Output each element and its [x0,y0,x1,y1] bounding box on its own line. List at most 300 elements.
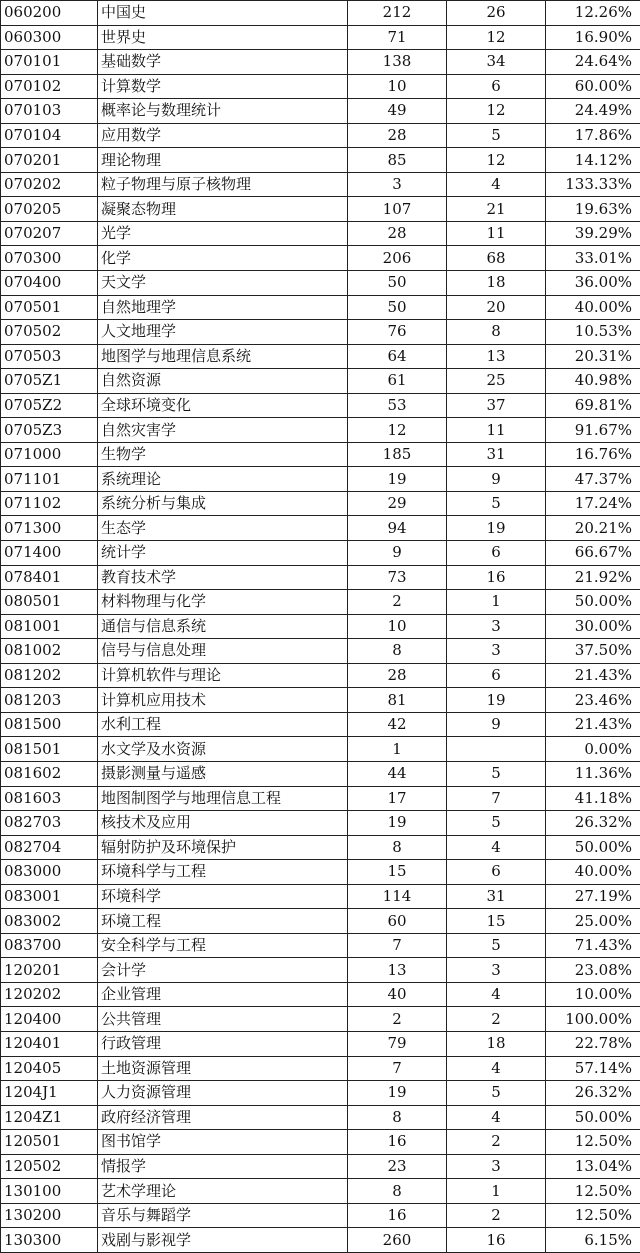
ratio-cell: 12.50% [546,1130,640,1155]
table-row [1,909,640,934]
major-name-cell: 凝聚态物理 [98,197,348,222]
admitted-cell: 4 [447,982,546,1007]
applicants-cell: 13 [348,958,447,983]
admitted-cell: 5 [447,761,546,786]
applicants-cell: 12 [348,418,447,443]
ratio-cell: 6.15% [546,1228,640,1253]
applicants-cell: 8 [348,639,447,664]
major-code-cell: 060200 [1,1,98,26]
table-row [1,761,640,786]
major-name-cell: 概率论与数理统计 [98,99,348,124]
major-name-cell: 中国史 [98,1,348,26]
major-name-cell: 会计学 [98,958,348,983]
admitted-cell: 2 [447,1203,546,1228]
applicants-cell: 19 [348,811,447,836]
table-row [1,25,640,50]
admitted-cell: 6 [447,541,546,566]
ratio-cell: 26.32% [546,1081,640,1106]
table-row [1,663,640,688]
major-name-cell: 计算机软件与理论 [98,663,348,688]
applicants-cell: 53 [348,393,447,418]
major-name-cell: 天文学 [98,271,348,296]
admitted-cell: 2 [447,1130,546,1155]
major-name-cell: 系统分析与集成 [98,491,348,516]
major-name-cell: 艺术学理论 [98,1179,348,1204]
major-name-cell: 水文学及水资源 [98,737,348,762]
table-row [1,467,640,492]
ratio-cell: 23.46% [546,688,640,713]
major-code-cell: 070205 [1,197,98,222]
admitted-cell: 7 [447,786,546,811]
major-name-cell: 生物学 [98,442,348,467]
major-name-cell: 图书馆学 [98,1130,348,1155]
applicants-cell: 17 [348,786,447,811]
major-code-cell: 120202 [1,982,98,1007]
table-row [1,295,640,320]
ratio-cell: 40.00% [546,860,640,885]
major-name-cell: 安全科学与工程 [98,933,348,958]
ratio-cell: 50.00% [546,835,640,860]
major-code-cell: 130100 [1,1179,98,1204]
major-code-cell: 070300 [1,246,98,271]
applicants-cell: 85 [348,148,447,173]
major-name-cell: 地图制图学与地理信息工程 [98,786,348,811]
ratio-cell: 24.49% [546,99,640,124]
ratio-cell: 66.67% [546,541,640,566]
major-name-cell: 行政管理 [98,1031,348,1056]
table-row [1,197,640,222]
major-code-cell: 0705Z2 [1,393,98,418]
major-code-cell: 070400 [1,271,98,296]
ratio-cell: 11.36% [546,761,640,786]
major-code-cell: 1204Z1 [1,1105,98,1130]
major-code-cell: 081202 [1,663,98,688]
major-code-cell: 120502 [1,1154,98,1179]
table-row [1,860,640,885]
table-row [1,516,640,541]
ratio-cell: 71.43% [546,933,640,958]
table-row [1,565,640,590]
admitted-cell: 2 [447,1007,546,1032]
table-row [1,491,640,516]
table-row [1,418,640,443]
major-name-cell: 企业管理 [98,982,348,1007]
admitted-cell: 3 [447,958,546,983]
major-name-cell: 环境科学 [98,884,348,909]
table-row [1,1179,640,1204]
ratio-cell: 22.78% [546,1031,640,1056]
applicants-cell: 42 [348,712,447,737]
applicants-cell: 2 [348,1007,447,1032]
ratio-cell: 91.67% [546,418,640,443]
ratio-cell: 27.19% [546,884,640,909]
major-code-cell: 070201 [1,148,98,173]
admitted-cell: 4 [447,1056,546,1081]
major-code-cell: 081203 [1,688,98,713]
ratio-cell: 19.63% [546,197,640,222]
table-row [1,1081,640,1106]
ratio-cell: 69.81% [546,393,640,418]
major-code-cell: 071300 [1,516,98,541]
major-name-cell: 通信与信息系统 [98,614,348,639]
major-code-cell: 081500 [1,712,98,737]
major-name-cell: 计算机应用技术 [98,688,348,713]
applicants-cell: 40 [348,982,447,1007]
major-code-cell: 070101 [1,50,98,75]
major-name-cell: 统计学 [98,541,348,566]
major-name-cell: 粒子物理与原子核物理 [98,172,348,197]
admitted-cell: 9 [447,712,546,737]
applicants-cell: 94 [348,516,447,541]
table-row [1,123,640,148]
ratio-cell: 0.00% [546,737,640,762]
ratio-cell: 17.86% [546,123,640,148]
major-name-cell: 生态学 [98,516,348,541]
applicants-cell: 23 [348,1154,447,1179]
admitted-cell: 5 [447,1081,546,1106]
major-code-cell: 071000 [1,442,98,467]
table-body [1,1,640,1253]
table-row [1,1154,640,1179]
applicants-cell: 8 [348,1179,447,1204]
admitted-cell: 12 [447,148,546,173]
applicants-cell: 8 [348,835,447,860]
major-name-cell: 人文地理学 [98,320,348,345]
major-code-cell: 070503 [1,344,98,369]
applicants-cell: 260 [348,1228,447,1253]
admitted-cell: 5 [447,491,546,516]
major-name-cell: 核技术及应用 [98,811,348,836]
applicants-cell: 50 [348,271,447,296]
table-row [1,1031,640,1056]
admitted-cell: 6 [447,663,546,688]
admitted-cell: 11 [447,221,546,246]
admitted-cell: 1 [447,590,546,615]
applicants-cell: 206 [348,246,447,271]
major-name-cell: 自然资源 [98,369,348,394]
table-row [1,884,640,909]
applicants-cell: 7 [348,933,447,958]
major-name-cell: 自然灾害学 [98,418,348,443]
ratio-cell: 21.92% [546,565,640,590]
ratio-cell: 39.29% [546,221,640,246]
major-name-cell: 情报学 [98,1154,348,1179]
admitted-cell: 8 [447,320,546,345]
major-code-cell: 081001 [1,614,98,639]
table-row [1,393,640,418]
major-code-cell: 0705Z3 [1,418,98,443]
admitted-cell: 4 [447,835,546,860]
major-code-cell: 082703 [1,811,98,836]
admitted-cell: 5 [447,123,546,148]
admitted-cell: 12 [447,99,546,124]
ratio-cell: 40.98% [546,369,640,394]
admitted-cell: 21 [447,197,546,222]
admitted-cell: 3 [447,614,546,639]
admitted-cell: 31 [447,884,546,909]
applicants-cell: 9 [348,541,447,566]
table-row [1,712,640,737]
applicants-cell: 60 [348,909,447,934]
applicants-cell: 2 [348,590,447,615]
major-code-cell: 120400 [1,1007,98,1032]
applicants-cell: 44 [348,761,447,786]
major-name-cell: 计算数学 [98,74,348,99]
table-row [1,786,640,811]
major-name-cell: 教育技术学 [98,565,348,590]
ratio-cell: 20.21% [546,516,640,541]
major-code-cell: 120201 [1,958,98,983]
ratio-cell: 10.00% [546,982,640,1007]
major-code-cell: 070103 [1,99,98,124]
ratio-cell: 100.00% [546,1007,640,1032]
ratio-cell: 12.26% [546,1,640,26]
table-row [1,320,640,345]
major-code-cell: 083001 [1,884,98,909]
major-code-cell: 081602 [1,761,98,786]
ratio-cell: 25.00% [546,909,640,934]
applicants-cell: 138 [348,50,447,75]
applicants-cell: 19 [348,467,447,492]
table-row [1,958,640,983]
admitted-cell: 19 [447,516,546,541]
major-name-cell: 材料物理与化学 [98,590,348,615]
major-name-cell: 环境科学与工程 [98,860,348,885]
major-code-cell: 0705Z1 [1,369,98,394]
major-code-cell: 120401 [1,1031,98,1056]
admitted-cell: 4 [447,172,546,197]
major-name-cell: 摄影测量与遥感 [98,761,348,786]
table-row [1,74,640,99]
major-code-cell: 083002 [1,909,98,934]
table-row [1,1203,640,1228]
ratio-cell: 50.00% [546,590,640,615]
major-name-cell: 公共管理 [98,1007,348,1032]
ratio-cell: 30.00% [546,614,640,639]
ratio-cell: 33.01% [546,246,640,271]
applicants-cell: 28 [348,663,447,688]
table-row [1,688,640,713]
major-code-cell: 070502 [1,320,98,345]
major-code-cell: 070501 [1,295,98,320]
admitted-cell: 20 [447,295,546,320]
applicants-cell: 1 [348,737,447,762]
major-code-cell: 083000 [1,860,98,885]
major-code-cell: 081002 [1,639,98,664]
major-name-cell: 辐射防护及环境保护 [98,835,348,860]
admitted-cell: 31 [447,442,546,467]
major-code-cell: 082704 [1,835,98,860]
admitted-cell: 19 [447,688,546,713]
applicants-cell: 3 [348,172,447,197]
table-row [1,541,640,566]
major-code-cell: 070207 [1,221,98,246]
major-code-cell: 071400 [1,541,98,566]
ratio-cell: 16.76% [546,442,640,467]
table-row [1,369,640,394]
major-name-cell: 政府经济管理 [98,1105,348,1130]
ratio-cell: 24.64% [546,50,640,75]
table-row [1,50,640,75]
major-name-cell: 基础数学 [98,50,348,75]
admitted-cell: 6 [447,860,546,885]
ratio-cell: 17.24% [546,491,640,516]
major-name-cell: 土地资源管理 [98,1056,348,1081]
ratio-cell: 36.00% [546,271,640,296]
ratio-cell: 20.31% [546,344,640,369]
applicants-cell: 212 [348,1,447,26]
ratio-cell: 12.50% [546,1203,640,1228]
admitted-cell: 68 [447,246,546,271]
major-code-cell: 083700 [1,933,98,958]
major-code-cell: 080501 [1,590,98,615]
admitted-cell: 9 [447,467,546,492]
major-name-cell: 人力资源管理 [98,1081,348,1106]
admitted-cell: 3 [447,1154,546,1179]
ratio-cell: 50.00% [546,1105,640,1130]
ratio-cell: 14.12% [546,148,640,173]
admitted-cell: 5 [447,933,546,958]
applicants-cell: 185 [348,442,447,467]
table-row [1,614,640,639]
ratio-cell: 37.50% [546,639,640,664]
admitted-cell: 34 [447,50,546,75]
table-row [1,1105,640,1130]
major-code-cell: 070104 [1,123,98,148]
ratio-cell: 16.90% [546,25,640,50]
major-name-cell: 全球环境变化 [98,393,348,418]
applicants-cell: 61 [348,369,447,394]
admitted-cell: 11 [447,418,546,443]
admitted-cell: 1 [447,1179,546,1204]
major-name-cell: 环境工程 [98,909,348,934]
major-name-cell: 自然地理学 [98,295,348,320]
major-code-cell: 081501 [1,737,98,762]
table-row [1,639,640,664]
major-name-cell: 戏剧与影视学 [98,1228,348,1253]
applicants-cell: 81 [348,688,447,713]
admitted-cell: 25 [447,369,546,394]
table-row [1,590,640,615]
ratio-cell: 23.08% [546,958,640,983]
major-code-cell: 081603 [1,786,98,811]
major-name-cell: 音乐与舞蹈学 [98,1203,348,1228]
ratio-cell: 47.37% [546,467,640,492]
table-row [1,737,640,762]
major-name-cell: 系统理论 [98,467,348,492]
applicants-cell: 28 [348,123,447,148]
table-row [1,811,640,836]
applicants-cell: 107 [348,197,447,222]
ratio-cell: 40.00% [546,295,640,320]
major-code-cell: 071102 [1,491,98,516]
major-code-cell: 078401 [1,565,98,590]
applicants-cell: 114 [348,884,447,909]
ratio-cell: 10.53% [546,320,640,345]
major-code-cell: 071101 [1,467,98,492]
applicants-cell: 29 [348,491,447,516]
applicants-cell: 50 [348,295,447,320]
major-code-cell: 070202 [1,172,98,197]
admitted-cell: 26 [447,1,546,26]
table-row [1,1007,640,1032]
ratio-cell: 57.14% [546,1056,640,1081]
table-row [1,344,640,369]
applicants-cell: 73 [348,565,447,590]
ratio-cell: 60.00% [546,74,640,99]
applicants-cell: 28 [348,221,447,246]
applicants-cell: 10 [348,74,447,99]
applicants-cell: 71 [348,25,447,50]
major-name-cell: 信号与信息处理 [98,639,348,664]
table-row [1,1130,640,1155]
major-name-cell: 应用数学 [98,123,348,148]
admitted-cell: 16 [447,565,546,590]
table-row [1,835,640,860]
major-name-cell: 理论物理 [98,148,348,173]
ratio-cell: 21.43% [546,712,640,737]
admitted-cell: 4 [447,1105,546,1130]
major-code-cell: 120501 [1,1130,98,1155]
major-name-cell: 世界史 [98,25,348,50]
admitted-cell: 3 [447,639,546,664]
major-code-cell: 130200 [1,1203,98,1228]
admitted-cell: 6 [447,74,546,99]
table-row [1,982,640,1007]
table-row [1,99,640,124]
applicants-cell: 76 [348,320,447,345]
applicants-cell: 19 [348,1081,447,1106]
admitted-cell: 12 [447,25,546,50]
ratio-cell: 133.33% [546,172,640,197]
table-row [1,246,640,271]
table-row [1,172,640,197]
table-row [1,271,640,296]
table-row [1,933,640,958]
major-name-cell: 地图学与地理信息系统 [98,344,348,369]
applicants-cell: 15 [348,860,447,885]
ratio-cell: 41.18% [546,786,640,811]
major-code-cell: 060300 [1,25,98,50]
table-row [1,442,640,467]
table-row [1,1,640,26]
ratio-cell: 21.43% [546,663,640,688]
major-name-cell: 水利工程 [98,712,348,737]
admitted-cell: 13 [447,344,546,369]
applicants-cell: 16 [348,1130,447,1155]
table-row [1,1228,640,1253]
admitted-cell [447,737,546,762]
table-row [1,148,640,173]
table-row [1,221,640,246]
applicants-cell: 8 [348,1105,447,1130]
admitted-cell: 16 [447,1228,546,1253]
major-code-cell: 130300 [1,1228,98,1253]
admitted-cell: 15 [447,909,546,934]
applicants-cell: 49 [348,99,447,124]
major-code-cell: 120405 [1,1056,98,1081]
admitted-cell: 18 [447,1031,546,1056]
ratio-cell: 13.04% [546,1154,640,1179]
applicants-cell: 64 [348,344,447,369]
admitted-cell: 37 [447,393,546,418]
admitted-cell: 18 [447,271,546,296]
applicants-cell: 7 [348,1056,447,1081]
applicants-cell: 10 [348,614,447,639]
major-code-cell: 070102 [1,74,98,99]
table-row [1,1056,640,1081]
admitted-cell: 5 [447,811,546,836]
